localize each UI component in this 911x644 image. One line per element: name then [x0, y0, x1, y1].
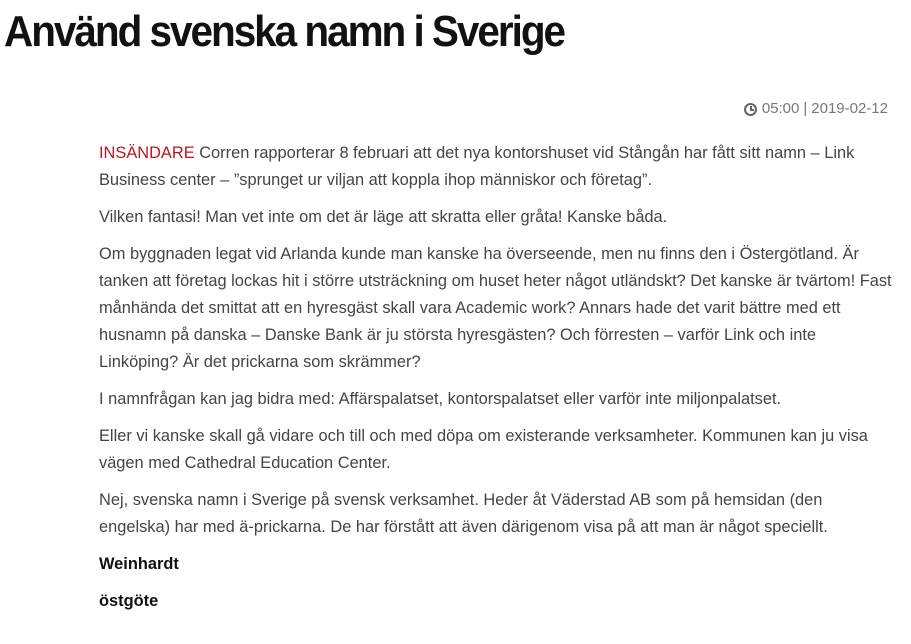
meta-separator: |: [803, 100, 808, 117]
author-name: Weinhardt: [99, 555, 179, 573]
publish-meta: [744, 98, 888, 120]
article-body: [99, 140, 894, 625]
article-paragraph: I namnfrågan kan jag bidra med: Affärspalatset, kontorspalatset eller varför inte miljonpalatset.: [99, 390, 782, 408]
publish-time: 05:00: [761, 100, 800, 117]
article-paragraph: [99, 140, 894, 194]
author-place: östgöte: [99, 592, 159, 610]
article-paragraph: Om byggnaden legat vid Arlanda kunde man kanske ha överseende, men nu finns den i Östergötland. Är tanken att företag lockas hit i större utsträckning om huset heter något utländskt? Det kanske är tvärtom! Fast månhända det smittat att en hyresgäst skall vara Academic work? Annars hade det varit bättre med ett husnamn på danska – Danske Bank är ju största hyresgästen? Och förresten – varför Link och inte Linköping? Är det prickarna som skrämmer?: [99, 245, 892, 371]
article-paragraph-text: Corren rapporterar 8 februari att det nya kontorshuset vid Stångån har fått sitt namn – Link Business center – ”sprunget ur viljan att koppla ihop människor och företag”.: [99, 144, 855, 189]
article-paragraph: Eller vi kanske skall gå vidare och till och med döpa om existerande verksamheter. Kommunen kan ju visa vägen med Cathedral Education Center.: [99, 427, 868, 472]
article-paragraph: Vilken fantasi! Man vet inte om det är läge att skratta eller gråta! Kanske båda.: [99, 208, 668, 226]
article-paragraph: Nej, svenska namn i Sverige på svensk verksamhet. Heder åt Väderstad AB som på hemsidan (den engelska) har med ä-prickarna. De har förstått att även därigenom visa på att man är något speciellt.: [99, 491, 828, 536]
kicker-label: INSÄNDARE: [99, 144, 195, 162]
publish-date: 2019-02-12: [811, 100, 888, 117]
clock-icon: [744, 103, 757, 116]
page-title: Använd svenska namn i Sverige: [4, 7, 565, 56]
